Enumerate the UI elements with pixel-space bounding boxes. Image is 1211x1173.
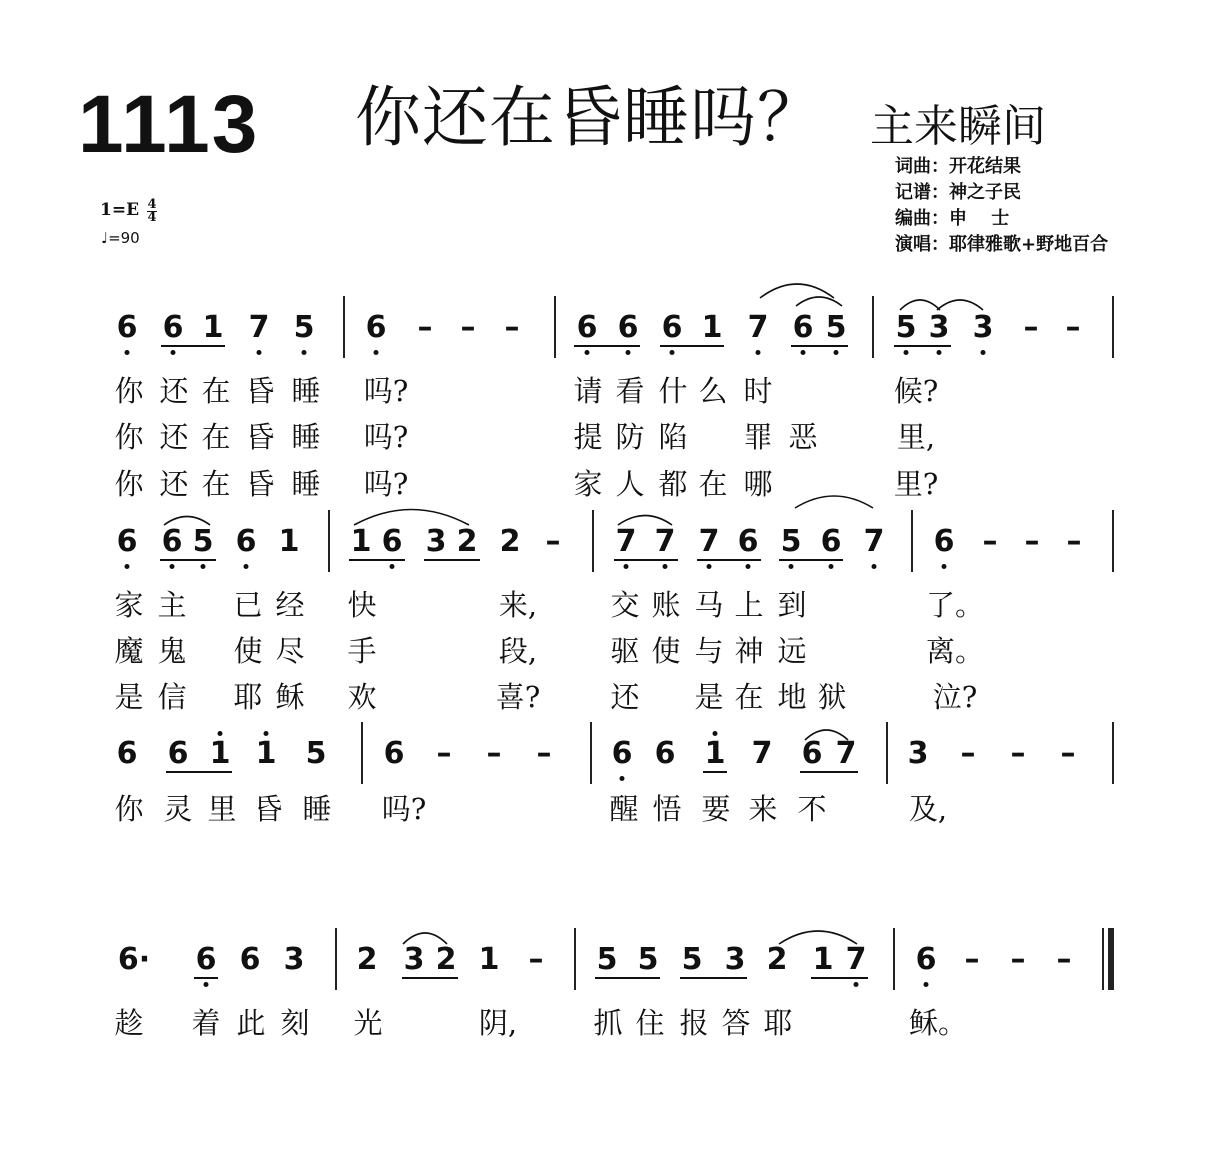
lyric: 看 xyxy=(615,374,645,408)
slur xyxy=(354,510,469,526)
lyric: 快 xyxy=(347,588,377,622)
lyric: 防 xyxy=(615,420,645,454)
dash: – xyxy=(1056,942,1072,977)
dash: – xyxy=(1024,524,1040,559)
lyric: 恶 xyxy=(788,420,818,454)
note: 1 xyxy=(478,942,500,977)
lyric: 悟 xyxy=(652,792,682,826)
lyric: 欢 xyxy=(347,680,377,714)
note: 7 xyxy=(654,524,676,559)
lyric: 么 xyxy=(698,374,728,408)
lyric: 在 xyxy=(201,420,231,454)
note: 2 xyxy=(499,524,521,559)
note: 6 xyxy=(161,524,183,559)
dash: – xyxy=(1060,736,1076,771)
note: 6 xyxy=(116,524,138,559)
note: 7 xyxy=(698,524,720,559)
lyric: 还 xyxy=(610,680,640,714)
lyric: 睡 xyxy=(291,467,321,501)
lyric: 交 xyxy=(610,588,640,622)
note: 1 xyxy=(701,310,723,345)
note: 2 xyxy=(456,524,478,559)
note: 1 xyxy=(209,736,231,771)
lyric: 还 xyxy=(159,374,189,408)
song-title: 你还在昏睡吗？ xyxy=(355,79,824,156)
lyric: 使 xyxy=(233,634,263,668)
key-signature: 1=E xyxy=(100,200,140,220)
lyric: 要 xyxy=(701,792,731,826)
note: 7 xyxy=(835,736,857,771)
note: 3 xyxy=(425,524,447,559)
credit-notation: 记谱：神之子民 xyxy=(895,182,1021,203)
note: 1 xyxy=(278,524,300,559)
note: 6· xyxy=(117,942,151,977)
note: 7 xyxy=(751,736,773,771)
dash: – xyxy=(436,736,452,771)
lyric: 与 xyxy=(694,634,724,668)
dash: – xyxy=(1023,310,1039,345)
lyric: 昏 xyxy=(253,792,283,826)
lyric: 候? xyxy=(893,374,939,408)
lyric: 地 xyxy=(777,680,807,714)
lyric: 吗? xyxy=(363,467,409,501)
dash: – xyxy=(964,942,980,977)
note: 5 xyxy=(192,524,214,559)
lyric: 醒 xyxy=(609,792,639,826)
slur xyxy=(900,300,940,310)
lyric: 鬼 xyxy=(157,634,187,668)
dash: – xyxy=(536,736,552,771)
lyric: 主 xyxy=(157,588,187,622)
lyric: 远 xyxy=(777,634,807,668)
note: 3 xyxy=(907,736,929,771)
lyric: 上 xyxy=(734,588,764,622)
lyric: 睡 xyxy=(291,420,321,454)
note: 7 xyxy=(615,524,637,559)
lyric: 使 xyxy=(651,634,681,668)
lyric: 已 xyxy=(233,588,263,622)
note: 1 xyxy=(350,524,372,559)
lyric: 是 xyxy=(694,680,724,714)
slur xyxy=(164,517,210,526)
note: 6 xyxy=(167,736,189,771)
dash: – xyxy=(417,310,433,345)
note: 2 xyxy=(356,942,378,977)
note: 2 xyxy=(435,942,457,977)
lyric: 此 xyxy=(236,1006,266,1040)
lyric: 刻 xyxy=(280,1006,310,1040)
lyric: 了。 xyxy=(925,588,985,622)
note: 6 xyxy=(383,736,405,771)
lyric: 你 xyxy=(114,420,144,454)
slur xyxy=(403,933,447,944)
lyric: 抓 xyxy=(593,1006,623,1040)
lyric: 信 xyxy=(157,680,187,714)
lyric: 是 xyxy=(114,680,144,714)
lyric: 哪 xyxy=(743,467,773,501)
lyric: 马 xyxy=(694,588,724,622)
note: 3 xyxy=(928,310,950,345)
note: 1 xyxy=(812,942,834,977)
lyric: 在 xyxy=(201,374,231,408)
lyric: 时 xyxy=(743,374,773,408)
note: 3 xyxy=(972,310,994,345)
note: 3 xyxy=(724,942,746,977)
lyric: 离。 xyxy=(925,634,985,668)
lyric: 阴, xyxy=(478,1006,518,1040)
lyric: 魔 xyxy=(114,634,144,668)
lyric: 什 xyxy=(658,374,688,408)
lyric: 人 xyxy=(615,467,645,501)
note: 6 xyxy=(915,942,937,977)
lyric: 光 xyxy=(353,1006,383,1040)
lyric: 里, xyxy=(896,420,936,454)
lyric: 喜? xyxy=(495,680,541,714)
note: 3 xyxy=(283,942,305,977)
slur xyxy=(618,516,672,526)
slur xyxy=(796,297,842,306)
lyric: 账 xyxy=(651,588,681,622)
note: 6 xyxy=(654,736,676,771)
slur xyxy=(779,931,857,944)
lyric: 昏 xyxy=(245,420,275,454)
lyric: 趁 xyxy=(114,1006,144,1040)
dash: – xyxy=(504,310,520,345)
lyric: 家 xyxy=(114,588,144,622)
note: 6 xyxy=(162,310,184,345)
lyric: 驱 xyxy=(610,634,640,668)
lyric: 里 xyxy=(207,792,237,826)
dash: – xyxy=(960,736,976,771)
credit-arrangement: 编曲：申 士 xyxy=(895,208,1010,229)
dash: – xyxy=(1065,310,1081,345)
lyric: 住 xyxy=(635,1006,665,1040)
lyric: 在 xyxy=(734,680,764,714)
note: 6 xyxy=(617,310,639,345)
note: 6 xyxy=(661,310,683,345)
note: 6 xyxy=(116,736,138,771)
note: 7 xyxy=(248,310,270,345)
lyric: 在 xyxy=(201,467,231,501)
note: 5 xyxy=(305,736,327,771)
collection-name: 主来瞬间 xyxy=(870,101,1046,152)
lyric: 不 xyxy=(797,792,827,826)
note: 6 xyxy=(933,524,955,559)
lyric: 你 xyxy=(114,792,144,826)
lyric: 及, xyxy=(908,792,948,826)
lyric: 在 xyxy=(698,467,728,501)
note: 5 xyxy=(825,310,847,345)
lyric: 来, xyxy=(498,588,538,622)
note: 6 xyxy=(820,524,842,559)
lyric: 里? xyxy=(893,467,939,501)
note: 2 xyxy=(766,942,788,977)
dash: – xyxy=(982,524,998,559)
lyric: 吗? xyxy=(381,792,427,826)
lyric: 报 xyxy=(679,1006,709,1040)
lyric: 你 xyxy=(114,374,144,408)
lyric: 睡 xyxy=(302,792,332,826)
note: 5 xyxy=(637,942,659,977)
lyric: 经 xyxy=(275,588,305,622)
credit-lyrics-music: 词曲：开花结果 xyxy=(895,156,1021,177)
lyric: 睡 xyxy=(291,374,321,408)
note: 5 xyxy=(293,310,315,345)
note: 1 xyxy=(255,736,277,771)
lyric: 还 xyxy=(159,420,189,454)
credit-performers: 演唱：耶律雅歌+野地百合 xyxy=(895,234,1109,255)
lyric: 还 xyxy=(159,467,189,501)
slur xyxy=(795,496,873,508)
dash: – xyxy=(460,310,476,345)
tempo-marking: ♩=90 xyxy=(101,229,140,247)
lyric: 答 xyxy=(721,1006,751,1040)
lyric: 耶 xyxy=(233,680,263,714)
note: 7 xyxy=(845,942,867,977)
lyric: 都 xyxy=(658,467,688,501)
note: 5 xyxy=(681,942,703,977)
note: 5 xyxy=(895,310,917,345)
lyric: 吗? xyxy=(363,374,409,408)
note: 6 xyxy=(235,524,257,559)
lyric: 灵 xyxy=(163,792,193,826)
time-sig-top: 4 xyxy=(147,197,157,212)
note: 7 xyxy=(863,524,885,559)
lyric: 尽 xyxy=(275,634,305,668)
lyric: 神 xyxy=(734,634,764,668)
lyric: 昏 xyxy=(245,467,275,501)
note: 6 xyxy=(611,736,633,771)
lyric: 耶 xyxy=(763,1006,793,1040)
note: 7 xyxy=(747,310,769,345)
lyric: 你 xyxy=(114,467,144,501)
dash: – xyxy=(545,524,561,559)
lyric: 家 xyxy=(573,467,603,501)
dash: – xyxy=(1066,524,1082,559)
lyric: 来 xyxy=(748,792,778,826)
lyric: 罪 xyxy=(743,420,773,454)
lyric: 泣? xyxy=(932,680,978,714)
dash: – xyxy=(1010,942,1026,977)
lyric: 吗? xyxy=(363,420,409,454)
dash: – xyxy=(1010,736,1026,771)
lyric: 提 xyxy=(573,420,603,454)
note: 6 xyxy=(195,942,217,977)
dash: – xyxy=(528,942,544,977)
note: 3 xyxy=(403,942,425,977)
lyric: 请 xyxy=(573,374,603,408)
note: 1 xyxy=(704,736,726,771)
note: 1 xyxy=(202,310,224,345)
slur xyxy=(760,284,834,298)
lyric: 陷 xyxy=(658,420,688,454)
note: 5 xyxy=(596,942,618,977)
note: 6 xyxy=(792,310,814,345)
slur xyxy=(805,730,848,740)
note: 6 xyxy=(737,524,759,559)
time-sig-bottom: 4 xyxy=(147,210,157,225)
note: 6 xyxy=(365,310,387,345)
lyric: 到 xyxy=(777,588,807,622)
lyric: 段, xyxy=(498,634,538,668)
lyric: 昏 xyxy=(245,374,275,408)
lyric: 着 xyxy=(191,1006,221,1040)
slur xyxy=(937,300,983,310)
note: 6 xyxy=(116,310,138,345)
dash: – xyxy=(486,736,502,771)
lyric: 稣。 xyxy=(908,1006,968,1040)
note: 5 xyxy=(780,524,802,559)
lyric: 狱 xyxy=(817,680,847,714)
lyric: 手 xyxy=(347,634,377,668)
song-number: 1113 xyxy=(78,79,260,170)
note: 6 xyxy=(801,736,823,771)
lyric: 稣 xyxy=(275,680,305,714)
note: 6 xyxy=(576,310,598,345)
note: 6 xyxy=(381,524,403,559)
note: 6 xyxy=(239,942,261,977)
